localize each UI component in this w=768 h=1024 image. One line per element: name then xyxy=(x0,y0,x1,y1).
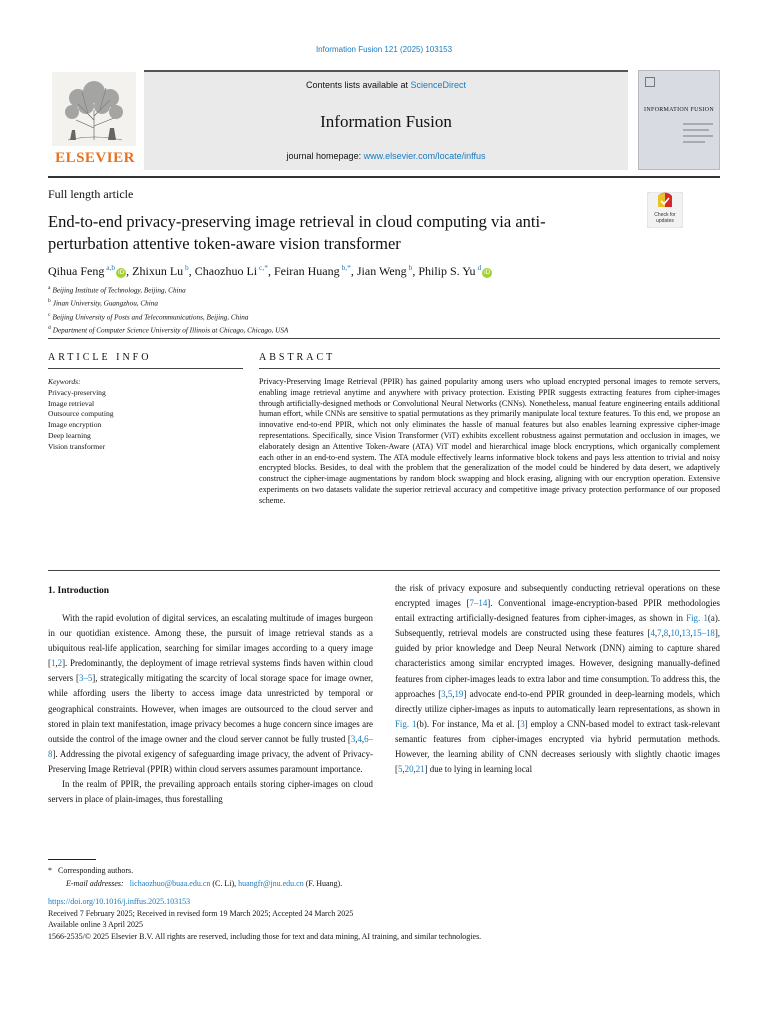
email1-owner: (C. Li), xyxy=(210,879,239,888)
doi-link[interactable]: https://doi.org/10.1016/j.inffus.2025.103153 xyxy=(48,897,191,906)
citation-link[interactable]: 2 xyxy=(57,658,63,669)
author-affiliation-marker[interactable]: b xyxy=(183,263,189,272)
abstract-heading: ABSTRACT xyxy=(259,352,336,363)
citation-link[interactable]: 6–8 xyxy=(48,733,373,759)
article-type: Full length article xyxy=(48,187,134,201)
cover-title: INFORMATION FUSION xyxy=(644,107,714,113)
author-affiliation-marker[interactable]: d xyxy=(475,263,482,272)
paragraph: In the realm of PPIR, the prevailing approach entails storing cipher-images on cloud servers in place of plain-images, thus forestalling xyxy=(48,779,373,805)
author-name[interactable]: Philip S. Yu xyxy=(418,264,476,278)
citation-link[interactable]: 1 xyxy=(50,658,56,669)
citation-link[interactable]: 4 xyxy=(650,628,655,639)
corresponding-note xyxy=(48,864,342,877)
introduction-heading: 1. Introduction xyxy=(48,586,110,596)
author-affiliation-marker[interactable]: b,* xyxy=(339,263,351,272)
citation-link[interactable]: 13 xyxy=(681,628,691,639)
citation-link[interactable]: 5 xyxy=(447,688,453,699)
keyword-list xyxy=(48,388,243,453)
homepage-link[interactable]: www.elsevier.com/locate/inffus xyxy=(363,151,486,161)
masthead xyxy=(48,70,628,170)
author-affiliation-marker[interactable]: a,b xyxy=(104,263,116,272)
crossmark-line2: updates xyxy=(656,218,674,224)
keyword-item: Privacy-preserving xyxy=(48,387,106,397)
body-column-left xyxy=(48,611,373,807)
affiliation-item xyxy=(48,283,548,296)
citation-link[interactable]: 3 xyxy=(350,733,356,744)
affiliation-item xyxy=(48,310,548,323)
affiliation-key: a xyxy=(48,285,51,291)
body-column-right xyxy=(395,581,720,777)
affiliation-key: d xyxy=(48,325,51,332)
citation-link[interactable]: 20 xyxy=(404,764,414,775)
footnote-star: * xyxy=(48,866,52,875)
affiliations xyxy=(48,283,548,337)
history-dates: Received 7 February 2025; Received in revised form 19 March 2025; Accepted 24 March 2025 xyxy=(48,908,354,918)
citation-link[interactable]: 8 xyxy=(663,628,669,639)
citation-link[interactable]: Fig. 1 xyxy=(686,613,708,624)
affiliation-item xyxy=(48,323,548,336)
orcid-icon[interactable]: iD xyxy=(118,269,125,276)
cover-logo-icon xyxy=(645,77,655,87)
citation-link[interactable]: 3 xyxy=(520,718,525,729)
article-title: End-to-end privacy-preserving image retrieval in cloud computing via anti-perturbation attentive token-aware vision transformer xyxy=(48,212,546,253)
email2-owner: (F. Huang). xyxy=(303,879,343,888)
citation-link[interactable]: 15–18 xyxy=(692,628,715,639)
keyword-item: Deep learning xyxy=(48,430,91,440)
citation-link[interactable]: 4 xyxy=(357,733,362,744)
footnote-rule xyxy=(48,859,96,860)
citation-link[interactable]: 19 xyxy=(454,688,464,699)
abstract-rule xyxy=(259,368,720,369)
contents-prefix: Contents lists available at xyxy=(305,80,411,90)
affiliation-key: c xyxy=(48,311,51,318)
email-link-li[interactable]: lichaozhuo@buaa.edu.cn xyxy=(129,879,211,888)
keyword-item: Image encryption xyxy=(48,420,102,430)
keywords-block xyxy=(48,377,243,453)
affiliation-text: Beijing University of Posts and Telecommunications, Beijing, China xyxy=(52,313,249,322)
email-note xyxy=(48,877,342,890)
keyword-item: Vision transformer xyxy=(48,441,106,451)
homepage-prefix: journal homepage: xyxy=(286,151,364,161)
author-name[interactable]: Zhixun Lu xyxy=(132,264,184,278)
citation-link[interactable]: 5 xyxy=(397,764,403,775)
author-affiliation-marker[interactable]: b xyxy=(406,263,413,272)
publication-info xyxy=(48,896,481,942)
abstract-text: Privacy-Preserving Image Retrieval (PPIR) has gained popularity among users who upload encrypted personal images to remote servers, enabling image retrieval anytime and anywhere with privacy protection. Existing PPIR suggests extracting features from cipher-images through artificially-designed methods or Convolutional Neural Networks (CNNs). Nonetheless, manual feature engineering entails additional human effort, while CNNs are sensitive to spatial permutations as they primarily manipulate local texture features. To this end, we propose an innovative end-to-end PPIR, which not only eliminates the hassle of manual features but also enables learning expressive cipher-image representations. Specifically, since Vision Transformer (ViT) exhibits excellent robustness against permutation and occlusion in images, we elaborately design an Attentive Token-Aware (ATA) ViT model and hierarchical image block encryptions, which organically complement each other in an end-to-end system. The ATA module effectively learns informative block tokens and pays less attention to trivial and noisy encrypted blocks. Besides, to deal with the problem that the generalization of the model could be hindered by data desert, we adaptively construct the cipher-image augmentations by random block swapping and block erasing, aligning with our encryption operation. Extensive experiments on two datasets validate the superior retrieval accuracy and competitive image privacy protection performance of our proposed scheme. xyxy=(259,377,720,505)
email-link-huang[interactable]: huangfr@jnu.edu.cn xyxy=(238,879,304,888)
contents-line xyxy=(144,80,628,90)
homepage-line xyxy=(144,151,628,161)
sciencedirect-link[interactable]: ScienceDirect xyxy=(410,80,467,90)
keyword-item: Image retrieval xyxy=(48,398,95,408)
citation-link[interactable]: 21 xyxy=(415,764,425,775)
journal-cover-thumbnail[interactable] xyxy=(638,70,720,170)
paragraph: the risk of privacy exposure and subsequently conducting retrieval operations on these encrypted images [7–14]. Conventional image-encryption-based PPIR methodologies entail extracting artificially-designed features from cipher-images, as shown in Fig. 1(a). Subsequently, retrieval models are constructed using these features [4,7,8,10,13,15–18], guided by prior knowledge and Deep Neural Network (DNN) aiming to capture shared characteristics among similar encrypted images. However, designing manually-defined features from cipher-images leads to extra labor and time consumption. To address this, the approaches [3,5,19] advocate end-to-end PPIR grounded in deep-learning models, which directly utilize cipher-images as inputs to automatically learn representations, as shown in Fig. 1(b). For instance, Ma et al. [3] employ a CNN-based model to extract task-relevant semantic features from cipher-images encrypted via hybrid permutation methods. However, the learning ability of CNN decreases seriously with slightly chaotic images [5,20,21] due to lying in learning local xyxy=(395,583,720,775)
article-info-rule xyxy=(48,368,243,369)
affiliation-text: Department of Computer Science University of Illinois at Chicago, Chicago, USA xyxy=(52,326,289,335)
section-rule xyxy=(48,338,720,339)
masthead-banner xyxy=(144,70,628,170)
publisher-wordmark: ELSEVIER xyxy=(55,150,135,166)
journal-title[interactable]: Information Fusion xyxy=(320,112,452,131)
keywords-label: Keywords: xyxy=(48,377,81,386)
affiliation-key: b xyxy=(48,298,51,305)
copyright: 1566-2535/© 2025 Elsevier B.V. All rights are reserved, including those for text and data mining, AI training, and similar technologies. xyxy=(48,931,482,941)
citation-link[interactable]: 10 xyxy=(670,628,680,639)
author-name[interactable]: Feiran Huang xyxy=(273,264,340,278)
abstract-end-rule xyxy=(48,570,720,571)
article-info-heading: ARTICLE INFO xyxy=(48,352,152,363)
author-name[interactable]: Chaozhuo Li xyxy=(194,264,258,278)
citation-link[interactable]: 7–14 xyxy=(469,598,488,609)
citation-link[interactable]: Fig. 1 xyxy=(395,718,417,729)
header-rule xyxy=(48,176,720,178)
affiliation-text: Beijing Institute of Technology, Beijing, China xyxy=(52,286,186,295)
affiliation-item xyxy=(48,296,548,309)
footnotes xyxy=(48,864,342,890)
keyword-item: Outsource computing xyxy=(48,409,114,419)
citation-link[interactable]: 7 xyxy=(657,628,662,639)
journal-reference[interactable]: Information Fusion 121 (2025) 103153 xyxy=(315,45,453,54)
citation-link[interactable]: 3–5 xyxy=(78,673,93,684)
affiliation-text: Jinan University, Guangzhou, China xyxy=(52,299,158,308)
author-affiliation-marker[interactable]: c,* xyxy=(257,263,268,272)
check-for-updates-icon[interactable] xyxy=(647,192,683,228)
online-date: Available online 3 April 2025 xyxy=(48,920,143,930)
citation-link[interactable]: 3 xyxy=(441,688,446,699)
author-name[interactable]: Qihua Feng xyxy=(48,264,105,278)
paragraph: With the rapid evolution of digital services, an escalating multitude of images burgeon in our quotidian existence. Among these, the pursuit of image retrieval stands as a ubiquitous real-life application, searching for similar images according to a query image [1,2]. Predominantly, the deployment of image retrieval systems finds haven within cloud servers [3–5], strategically mitigating the scarcity of local storage space for image owner, while affording users the liberty to access image data unrestricted by temporal or geographical constraints. However, when images are outsourced to the cloud server and stored in plain text manifestation, image privacy becomes a huge concern since images are outside the control of the image owner and the cloud server cannot be fully trusted [3,4,6–8]. Addressing the pivotal exigency of safeguarding image privacy, the advent of Privacy-Preserving Image Retrieval (PPIR) within cloud servers assumes paramount importance. xyxy=(48,613,373,774)
email-label: E-mail addresses: xyxy=(66,879,124,888)
orcid-icon[interactable]: iD xyxy=(484,269,491,276)
author-list: Qihua Feng $^{a,b}$iD , Zhixun Lu $^b$, Chaozhuo Li $^{c,*}$, Feiran Huang $^{b,*}$, Jian Weng $^b$, Philip S. Yu $^d$iD xyxy=(48,263,491,278)
corresponding-text: Corresponding authors. xyxy=(58,866,134,875)
author-name[interactable]: Jian Weng xyxy=(356,264,407,278)
crossmark-line1: Check for xyxy=(654,212,676,218)
